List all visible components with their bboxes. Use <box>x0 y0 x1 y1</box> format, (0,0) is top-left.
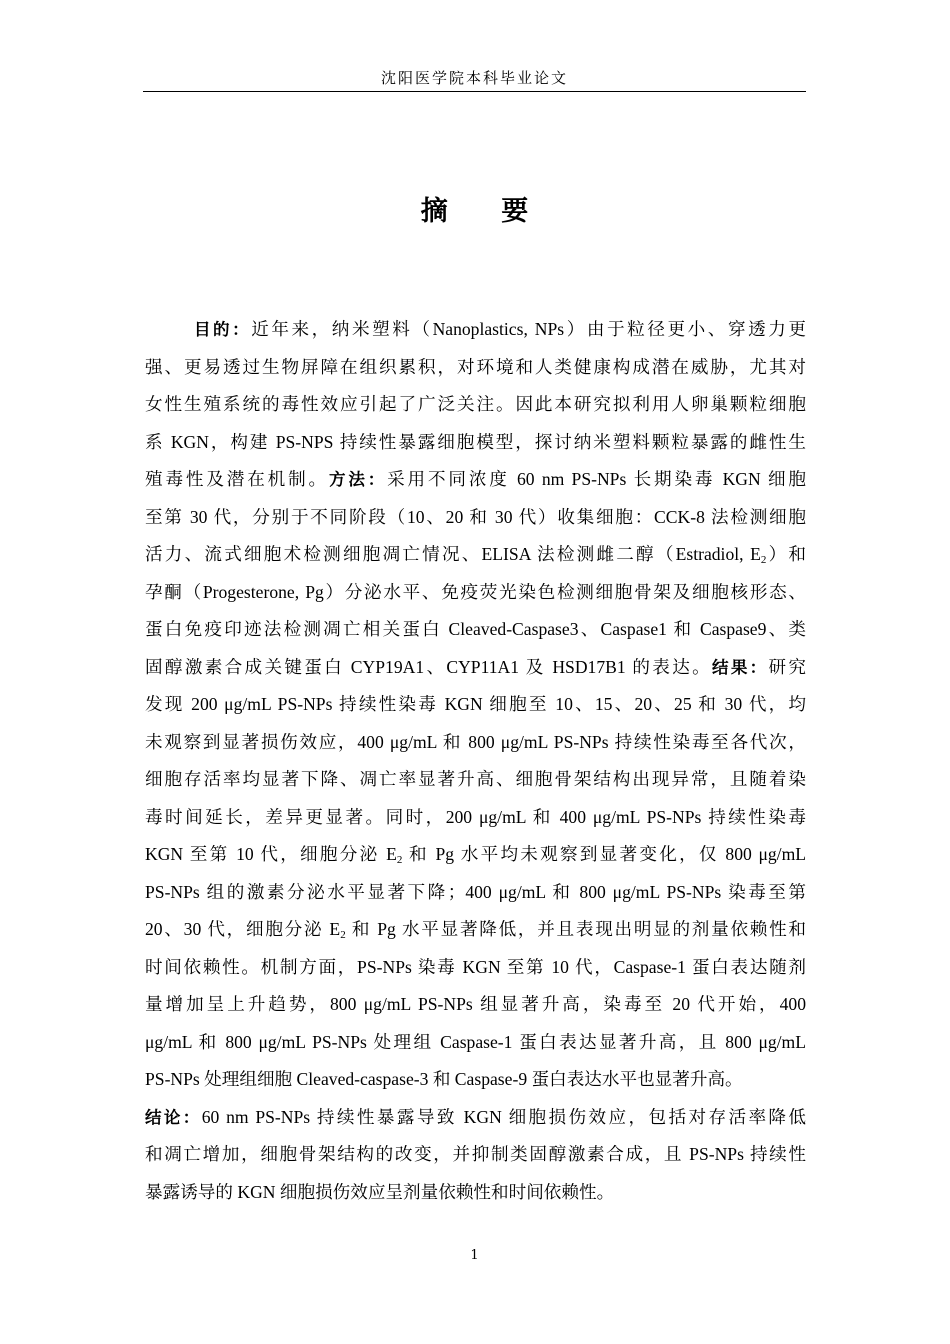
abstract-line <box>145 311 806 349</box>
abstract-line <box>145 799 806 837</box>
abstract-text: 和 Pg 水平显著降低，并且表现出明显的剂量依赖性和 <box>345 919 807 939</box>
abstract-text: 殖毒性及潜在机制。 <box>145 469 329 489</box>
subscript: 2 <box>340 929 346 941</box>
abstract-text: KGN 至第 10 代，细胞分泌 E <box>145 844 397 864</box>
abstract-text: 细胞存活率均显著下降、凋亡率显著升高、细胞骨架结构出现异常，且随着染 <box>145 769 806 789</box>
abstract-line <box>145 686 806 724</box>
abstract-text: 毒时间延长，差异更显著。同时，200 μg/mL 和 400 μg/mL PS-NPs 持续性染毒 <box>145 806 806 827</box>
abstract-line <box>145 1174 806 1212</box>
abstract-text: 孕酮（Progesterone, Pg）分泌水平、免疫荧光染色检测细胞骨架及细胞核形态、 <box>145 581 806 602</box>
abstract-text: ）和 <box>766 544 806 564</box>
abstract-text: μg/mL 和 800 μg/mL PS-NPs 处理组 Caspase-1 蛋白表达显著升高，且 800 μg/mL <box>145 1031 806 1052</box>
abstract-text: 活力、流式细胞术检测细胞凋亡情况、ELISA 法检测雌二醇（Estradiol, E <box>145 544 761 564</box>
abstract-text: 女性生殖系统的毒性效应引起了广泛关注。因此本研究拟利用人卵巢颗粒细胞 <box>145 394 806 414</box>
subscript: 2 <box>396 854 403 866</box>
abstract-line <box>145 986 806 1024</box>
abstract-text: 暴露诱导的 KGN 细胞损伤效应呈剂量依赖性和时间依赖性。 <box>145 1181 615 1202</box>
abstract-text: 未观察到显著损伤效应，400 μg/mL 和 800 μg/mL PS-NPs 持续性染毒至各代次， <box>145 731 806 752</box>
abstract-line <box>145 424 806 462</box>
abstract-line <box>145 574 806 612</box>
abstract-text: 系 KGN，构建 PS-NPS 持续性暴露细胞模型，探讨纳米塑料颗粒暴露的雌性生 <box>145 431 806 452</box>
header-rule <box>143 91 806 92</box>
subscript: 2 <box>760 554 767 566</box>
abstract-line <box>145 836 806 874</box>
abstract-text: 和凋亡增加，细胞骨架结构的改变，并抑制类固醇激素合成，且 PS-NPs 持续性 <box>145 1144 806 1164</box>
abstract-line <box>145 1099 806 1137</box>
abstract-text: 强、更易透过生物屏障在组织累积，对环境和人类健康构成潜在威胁，尤其对 <box>145 356 806 377</box>
page-number: 1 <box>470 1248 479 1263</box>
abstract-text: 20、30 代，细胞分泌 E <box>145 919 341 939</box>
page-title: 摘 要 <box>420 196 551 227</box>
abstract-text: 固醇激素合成关键蛋白 CYP19A1、CYP11A1 及 HSD17B1 的表达。 <box>145 656 713 677</box>
abstract-line <box>145 1061 806 1099</box>
abstract-line <box>145 461 806 499</box>
abstract-line <box>145 536 806 574</box>
running-header: 沈阳医学院本科毕业论文 <box>380 69 568 87</box>
abstract-line <box>145 761 806 799</box>
abstract-text: 和 Pg 水平均未观察到显著变化，仅 800 μg/mL <box>402 844 807 864</box>
abstract-line <box>145 499 806 537</box>
abstract-text: 时间依赖性。机制方面，PS-NPs 染毒 KGN 至第 10 代，Caspase-1 蛋白表达随剂 <box>145 956 806 977</box>
abstract-line <box>145 1024 806 1062</box>
abstract-text: 采用不同浓度 60 nm PS-NPs 长期染毒 KGN 细胞 <box>387 469 806 489</box>
abstract-line <box>145 649 806 687</box>
section-label: 结果： <box>712 657 769 677</box>
abstract-line <box>145 386 806 424</box>
abstract-body <box>145 311 806 1211</box>
section-label: 结论： <box>145 1107 202 1127</box>
section-label: 目的： <box>194 320 252 339</box>
abstract-line <box>145 911 806 949</box>
section-label: 方法： <box>329 470 388 489</box>
abstract-text: 至第 30 代，分别于不同阶段（10、20 和 30 代）收集细胞：CCK-8 法检测细胞 <box>145 506 806 527</box>
abstract-text: 蛋白免疫印迹法检测凋亡相关蛋白 Cleaved-Caspase3、Caspase1 和 Caspase9、类 <box>145 619 806 639</box>
abstract-text: 发现 200 μg/mL PS-NPs 持续性染毒 KGN 细胞至 10、15、20、25 和 30 代，均 <box>145 694 806 714</box>
abstract-line <box>145 1136 806 1174</box>
abstract-line <box>145 349 806 387</box>
abstract-line <box>145 611 806 649</box>
abstract-text: 近年来，纳米塑料（Nanoplastics, NPs）由于粒径更小、穿透力更 <box>251 319 806 339</box>
abstract-text: 研究 <box>768 656 806 677</box>
abstract-text: PS-NPs 组的激素分泌水平显著下降；400 μg/mL 和 800 μg/mL PS-NPs 染毒至第 <box>145 881 806 902</box>
abstract-line <box>145 949 806 987</box>
abstract-line <box>145 724 806 762</box>
abstract-text: PS-NPs 处理组细胞 Cleaved-caspase-3 和 Caspase-9 蛋白表达水平也显著升高。 <box>145 1069 743 1089</box>
abstract-line <box>145 874 806 912</box>
abstract-text: 60 nm PS-NPs 持续性暴露导致 KGN 细胞损伤效应，包括对存活率降低 <box>201 1106 807 1127</box>
abstract-text: 量增加呈上升趋势，800 μg/mL PS-NPs 组显著升高，染毒至 20 代开始，400 <box>145 994 806 1014</box>
